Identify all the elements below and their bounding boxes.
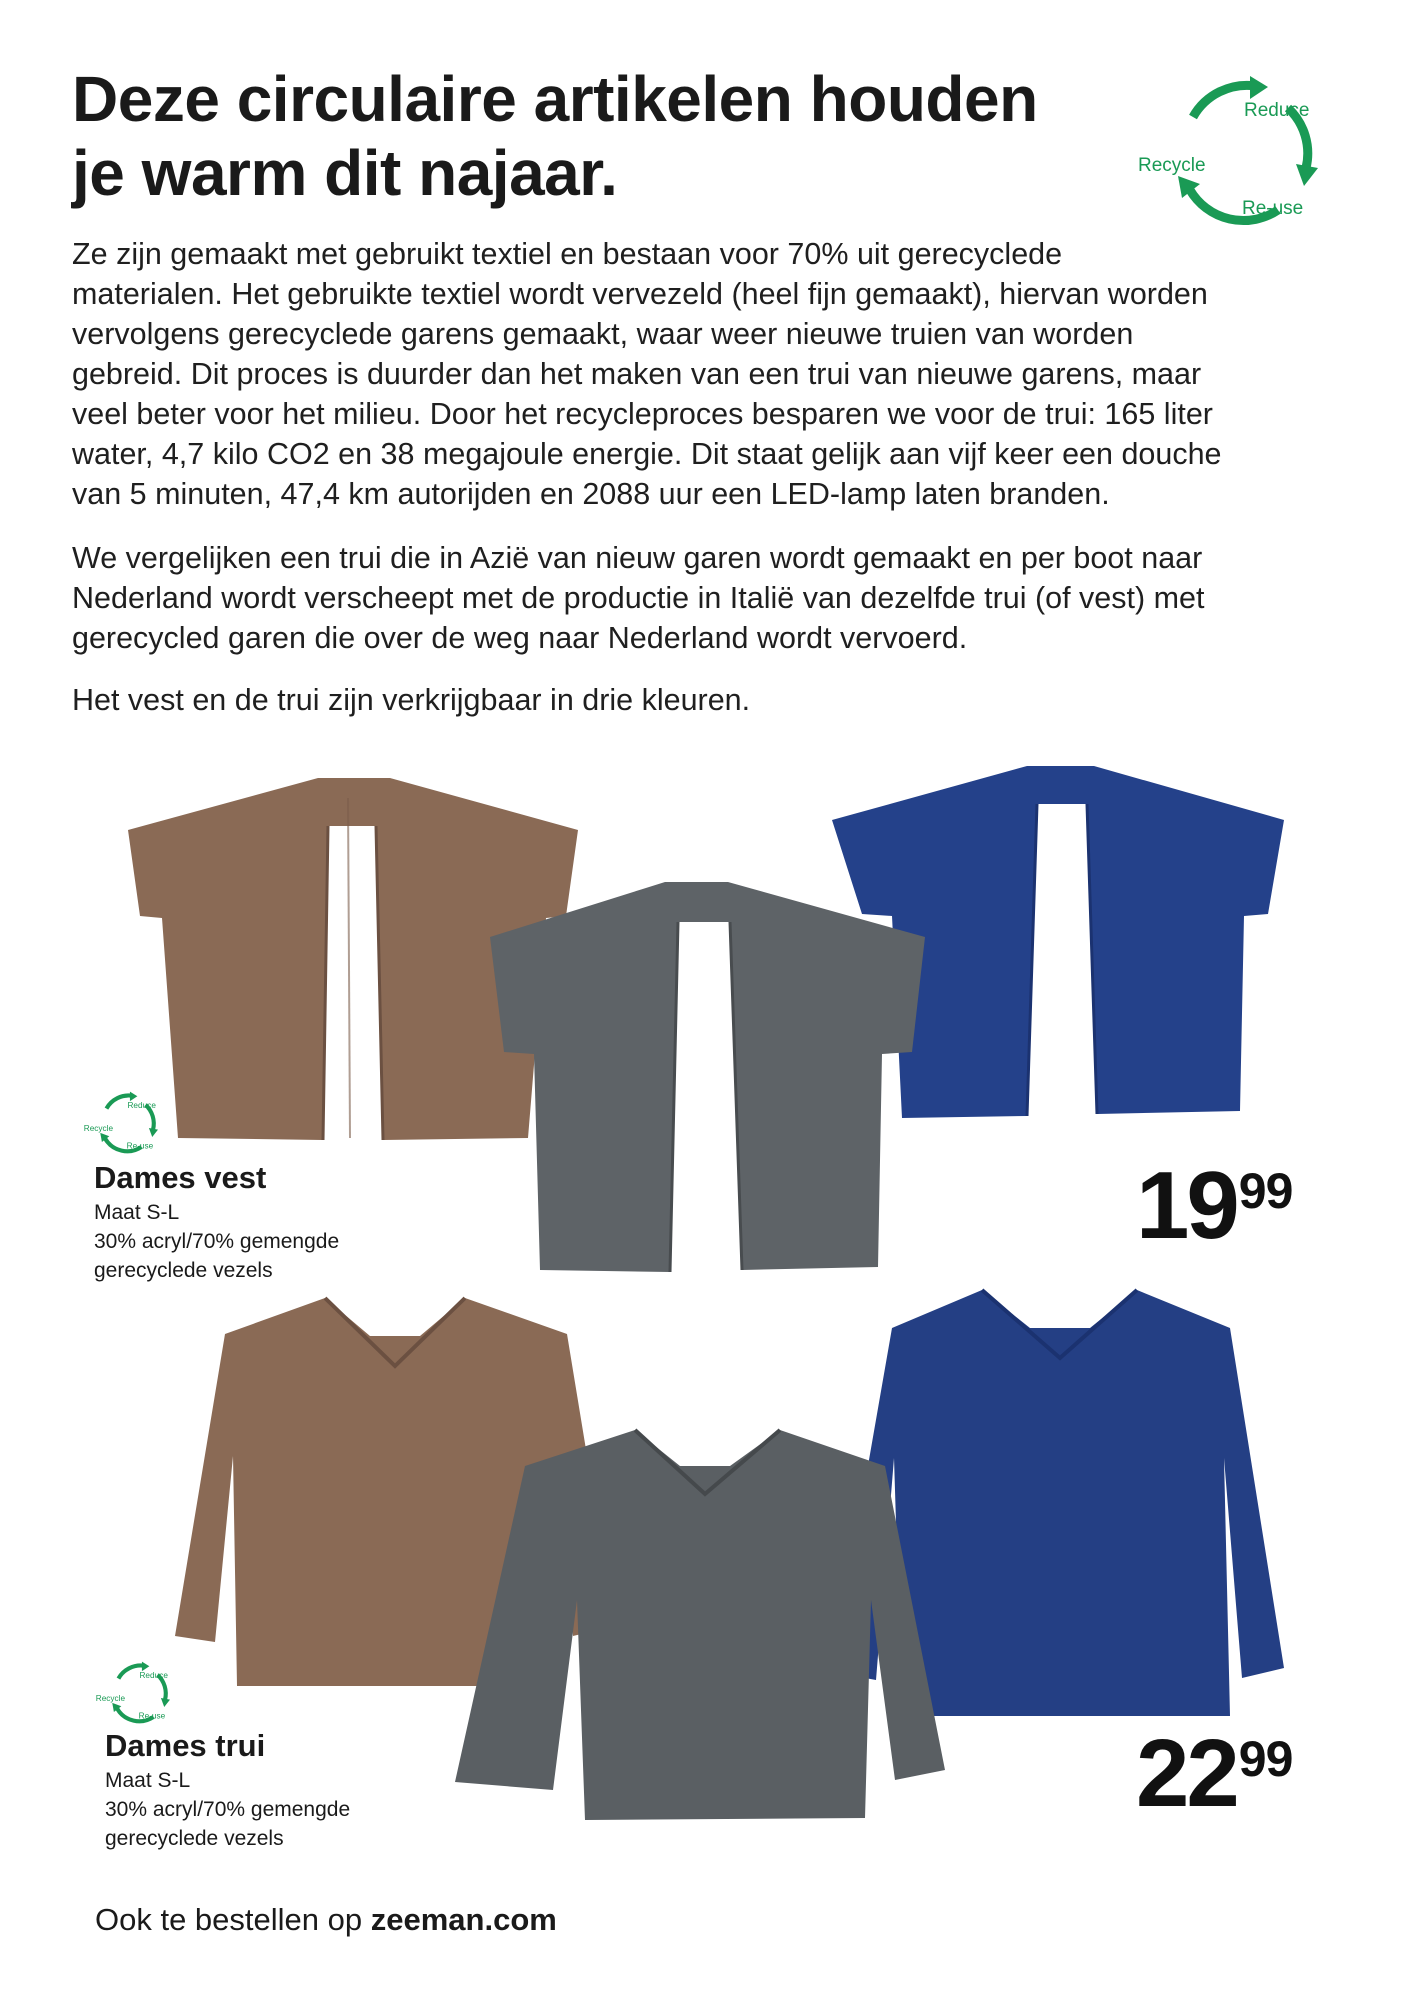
product-info-sweater <box>105 1728 350 1853</box>
text-line: vervolgens gerecyclede garens gemaakt, waar weer nieuwe truien van worden <box>72 317 1134 351</box>
text-line: Het vest en de trui zijn verkrijgbaar in drie kleuren. <box>72 683 751 717</box>
page-headline <box>72 62 1132 210</box>
price-decimal: 99 <box>1238 1731 1293 1787</box>
headline-line-1: Deze circulaire artikelen houden <box>72 63 1038 135</box>
price-tag-vest <box>1136 1152 1293 1259</box>
footer-prefix: Ook te bestellen op <box>95 1902 363 1937</box>
logo-reuse-label: Re-use <box>126 1141 154 1151</box>
logo-recycle-label: Recycle <box>83 1123 114 1133</box>
text-line: materialen. Het gebruikte textiel wordt vervezeld (heel fijn gemaakt), hiervan worden <box>72 277 1208 311</box>
product-title: Dames vest <box>94 1160 267 1195</box>
logo-reuse-label: Re-use <box>1242 198 1304 219</box>
logo-reuse-label: Re-use <box>138 1711 166 1721</box>
intro-paragraph-1 <box>72 234 1342 514</box>
price-tag-sweater <box>1136 1720 1293 1827</box>
product-material-line: 30% acryl/70% gemengde <box>105 1798 351 1821</box>
logo-reduce-label: Reduce <box>1244 100 1310 121</box>
logo-recycle-label: Recycle <box>1138 155 1206 176</box>
text-line: water, 4,7 kilo CO2 en 38 megajoule energie. Dit staat gelijk aan vijf keer een douche <box>72 437 1222 471</box>
cardigan-shape <box>490 882 925 1272</box>
product-size: Maat S-L <box>94 1201 180 1224</box>
text-line: van 5 minuten, 47,4 km autorijden en 2088 uur een LED-lamp laten branden. <box>72 477 1110 511</box>
website-link[interactable]: zeeman.com <box>370 1902 557 1937</box>
recycle-logo <box>1138 72 1338 232</box>
price-integer: 22 <box>1136 1720 1237 1827</box>
product-material-line: 30% acryl/70% gemengde <box>94 1230 340 1253</box>
product-info-vest <box>94 1160 339 1285</box>
product-size: Maat S-L <box>105 1769 191 1792</box>
price-integer: 19 <box>1136 1152 1237 1259</box>
text-line: veel beter voor het milieu. Door het recycleproces besparen we voor de trui: 165 liter <box>72 397 1213 431</box>
logo-reduce-label: Reduce <box>139 1671 168 1681</box>
recycle-logo-small <box>94 1660 180 1726</box>
product-title: Dames trui <box>105 1728 266 1763</box>
price-decimal: 99 <box>1238 1163 1293 1219</box>
product-image-vest-grey <box>490 882 925 1272</box>
text-line: gebreid. Dit proces is duurder dan het maken van een trui van nieuwe garens, maar <box>72 357 1202 391</box>
intro-paragraph-3 <box>72 680 1342 720</box>
intro-paragraph-2 <box>72 538 1342 658</box>
footer-order-note <box>95 1902 557 1938</box>
text-line: Nederland wordt verscheept met de productie in Italië van dezelfde trui (of vest) met <box>72 581 1205 615</box>
text-line: We vergelijken een trui die in Azië van nieuw garen wordt gemaakt en per boot naar <box>72 541 1203 575</box>
recycle-logo-small <box>82 1090 168 1156</box>
text-line: gerecycled garen die over de weg naar Nederland wordt vervoerd. <box>72 621 968 655</box>
logo-reduce-label: Reduce <box>127 1101 156 1111</box>
product-material-line: gerecyclede vezels <box>105 1827 284 1850</box>
headline-line-2: je warm dit najaar. <box>72 137 618 209</box>
text-line: Ze zijn gemaakt met gebruikt textiel en bestaan voor 70% uit gerecyclede <box>72 237 1063 271</box>
product-image-sweater-grey <box>455 1430 945 1820</box>
logo-recycle-label: Recycle <box>95 1693 126 1703</box>
product-material-line: gerecyclede vezels <box>94 1259 273 1282</box>
